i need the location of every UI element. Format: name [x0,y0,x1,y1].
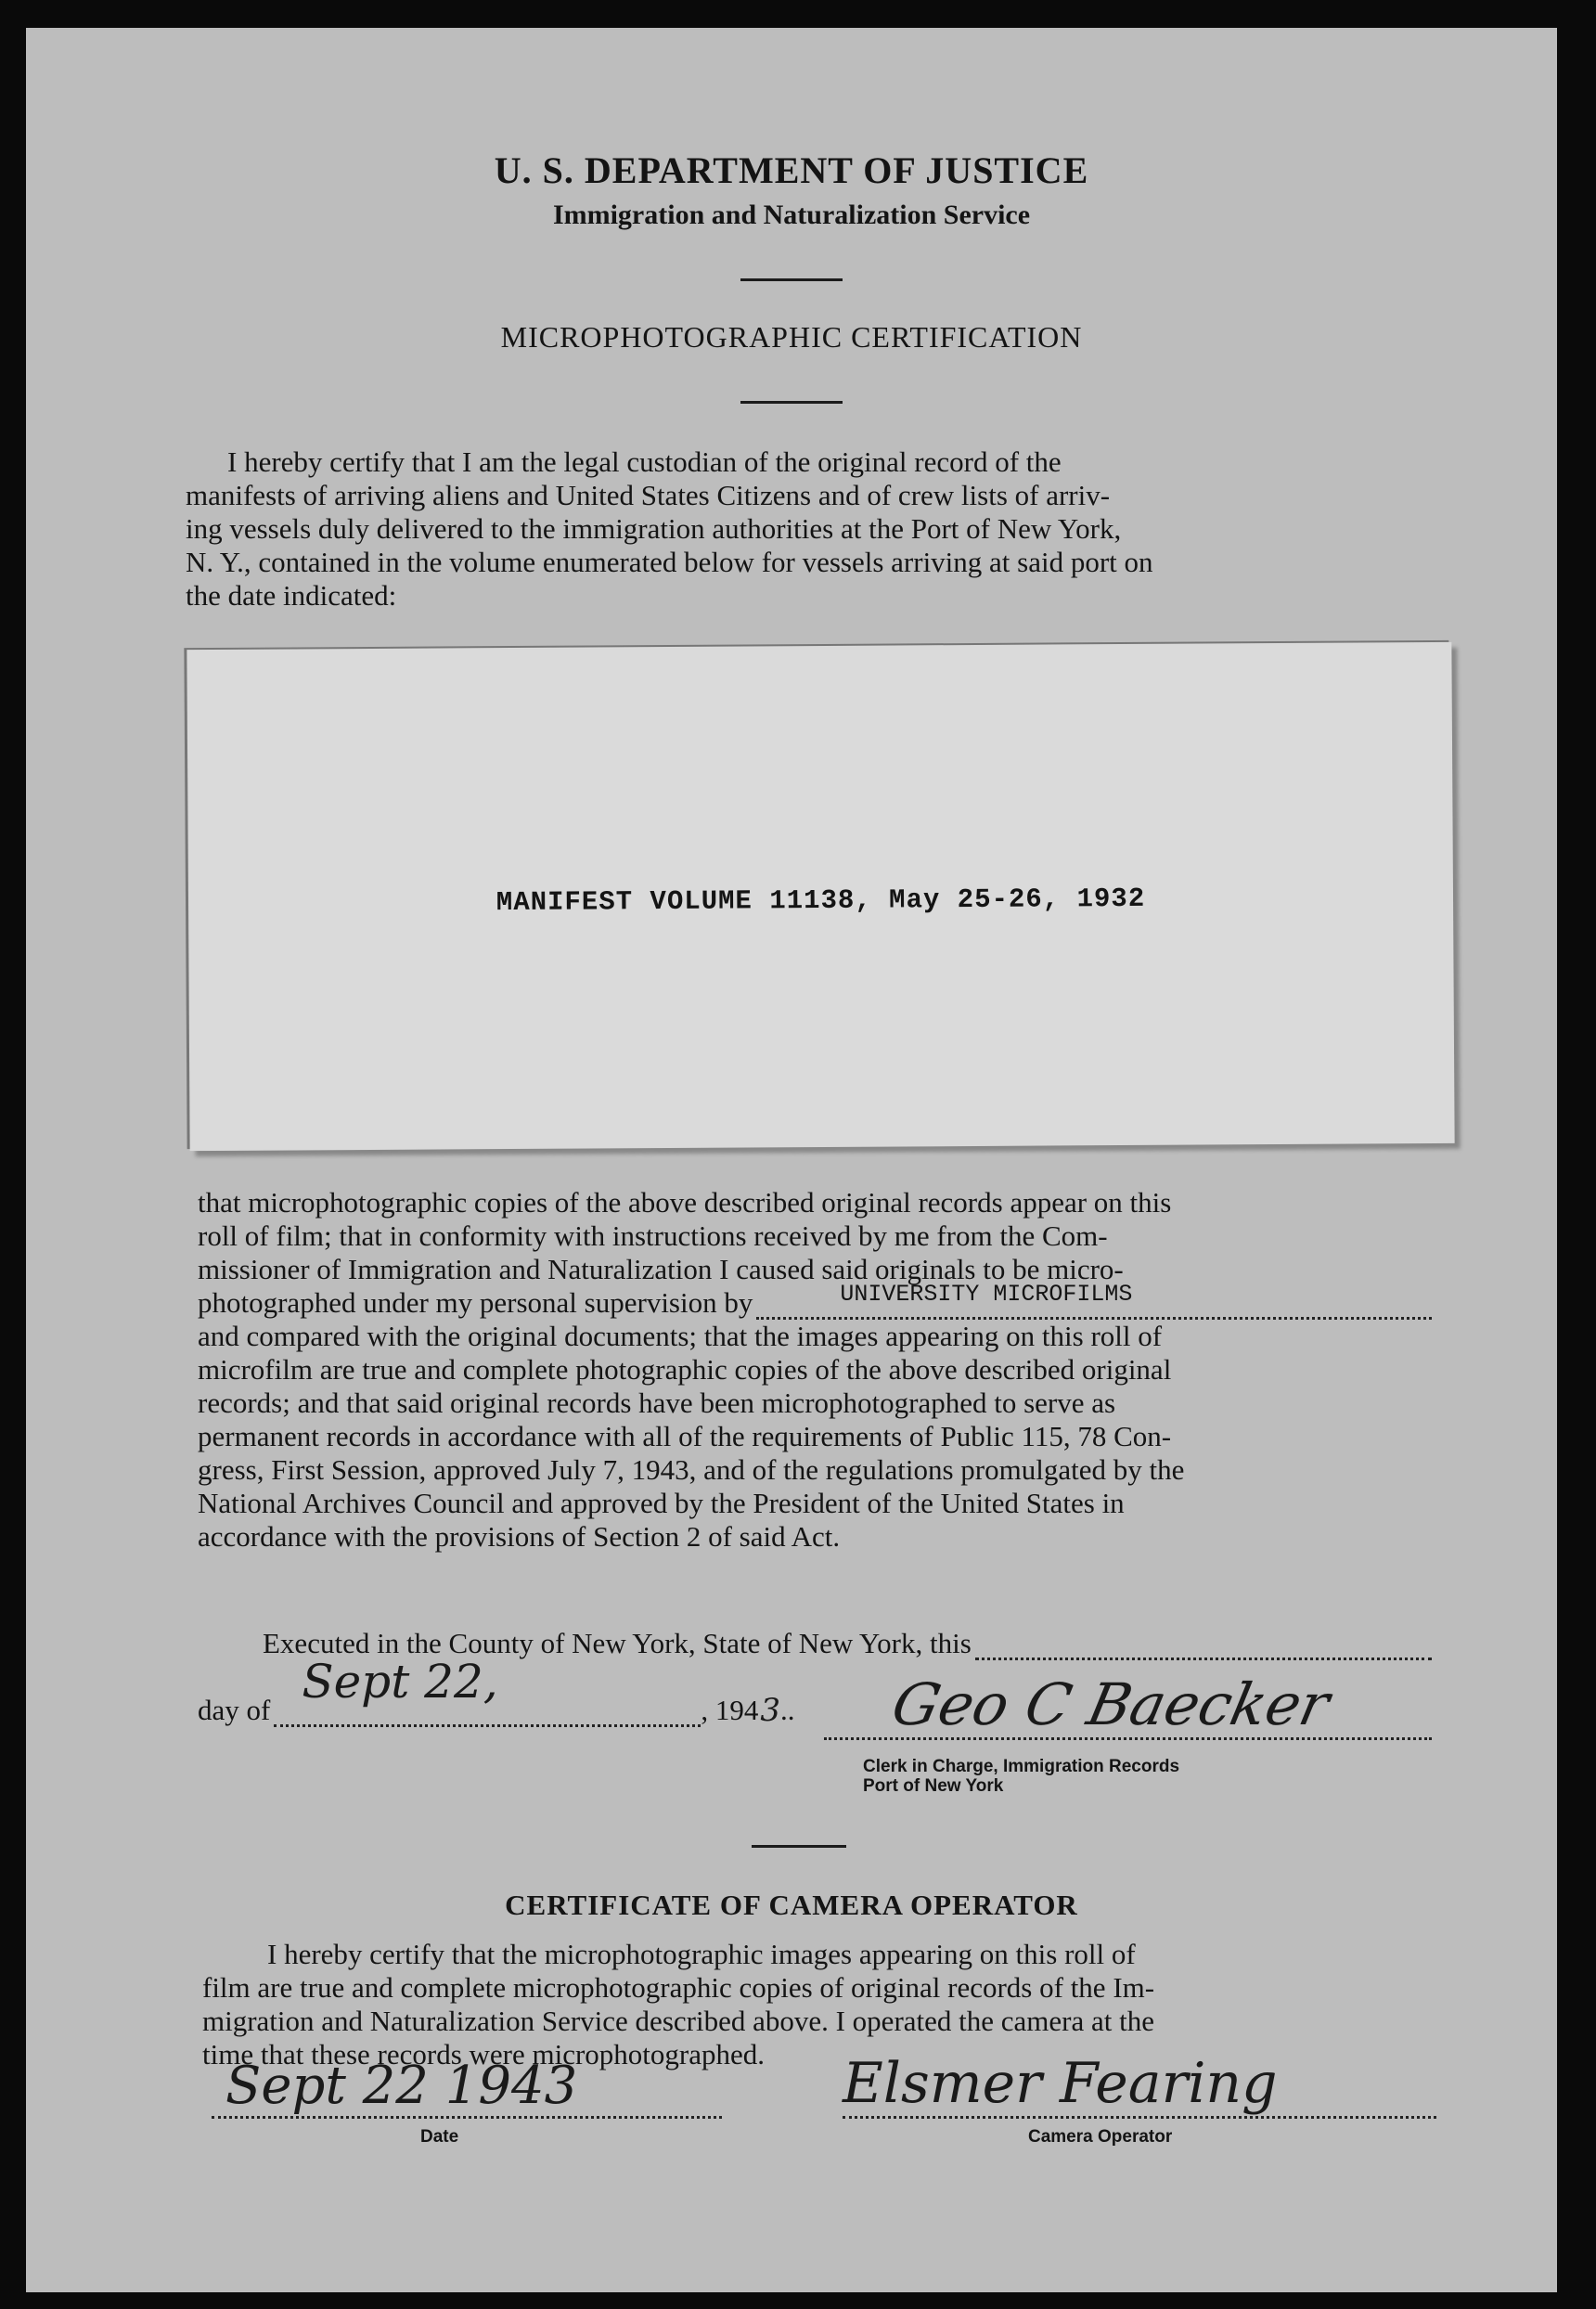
handwritten-camera-date: Sept 22 1943 [225,2056,578,2116]
clerk-title-line: Port of New York [863,1776,1004,1796]
divider-top [740,278,843,281]
camera-line: I hereby certify that the microphotographic images appearing on this roll of [267,1938,1136,1970]
camera-certificate-heading: CERTIFICATE OF CAMERA OPERATOR [505,1889,1078,1921]
clerk-title-line: Clerk in Charge, Immigration Records [863,1757,1180,1776]
body-line: roll of film; that in conformity with instructions received by me from the Com- [198,1219,1108,1252]
execution-text: Executed in the County of New York, State of New York, this [263,1627,972,1659]
handwritten-year-digit: 3 [760,1692,780,1729]
intro-line: the date indicated: [186,579,397,612]
clerk-signature: Geo C Baecker [886,1670,1336,1738]
camera-line: migration and Naturalization Service described above. I operated the camera at the [202,2005,1154,2037]
body-line: National Archives Council and approved by the President of the United States in [198,1487,1125,1519]
operator-signature: Elsmer Fearing [843,2051,1278,2116]
body-line: and compared with the original documents; that the images appearing on this roll of [198,1320,1163,1352]
body-line: records; and that said original records have been microphotographed to serve as [198,1387,1116,1419]
body-line: missioner of Immigration and Naturalization I caused said originals to be micro- [198,1253,1124,1285]
body-line: gress, First Session, approved July 7, 1943, and of the regulations promulgated by the [198,1453,1185,1486]
body-paragraph [198,1186,1432,1554]
year-dots: .. [779,1694,795,1726]
body-line: permanent records in accordance with all of the requirements of Public 115, 78 Con- [198,1420,1172,1452]
date-label: Date [420,2127,459,2147]
intro-paragraph [186,445,1420,613]
day-field [274,1655,701,1727]
clerk-signature-line [824,1735,1432,1740]
manifest-volume-text: MANIFEST VOLUME 11138, May 25-26, 1932 [496,883,1146,919]
camera-line: film are true and complete microphotographic copies of original records of the Im- [202,1971,1155,2004]
department-title: U. S. DEPARTMENT OF JUSTICE [494,149,1089,191]
execution-dots [975,1633,1432,1660]
intro-line: ing vessels duly delivered to the immigration authorities at the Port of New York, [186,512,1122,545]
day-of-label: day of [198,1694,271,1726]
supervision-line [198,1281,1432,1320]
intro-line: manifests of arriving aliens and United States Citizens and of crew lists of arriv- [186,479,1111,511]
body-line: photographed under my personal supervision by [198,1286,753,1319]
body-line: that microphotographic copies of the above described original records appear on this [198,1186,1172,1219]
day-of-line [198,1655,847,1729]
divider-camera [752,1845,846,1848]
intro-line: I hereby certify that I am the legal custodian of the original record of the [227,445,1062,478]
certificate-page [26,28,1557,2292]
operator-label: Camera Operator [1028,2127,1173,2147]
intro-line: N. Y., contained in the volume enumerated below for vessels arriving at said port on [186,546,1153,578]
manifest-card [187,642,1454,1151]
body-line: accordance with the provisions of Section 2 of said Act. [198,1520,841,1553]
handwritten-day: Sept 22, [302,1655,498,1709]
clerk-title [863,1757,1179,1796]
service-subtitle: Immigration and Naturalization Service [552,200,1031,230]
divider-second [740,401,843,404]
camera-line: time that these records were microphotographed. [202,2038,765,2070]
typed-microfilm-firm: UNIVERSITY MICROFILMS [840,1281,1133,1308]
supervisor-field [756,1281,1432,1320]
certification-title: MICROPHOTOGRAPHIC CERTIFICATION [500,320,1083,354]
year-label: , 194 [701,1694,759,1726]
body-line: microfilm are true and complete photographic copies of the above described original [198,1353,1172,1386]
